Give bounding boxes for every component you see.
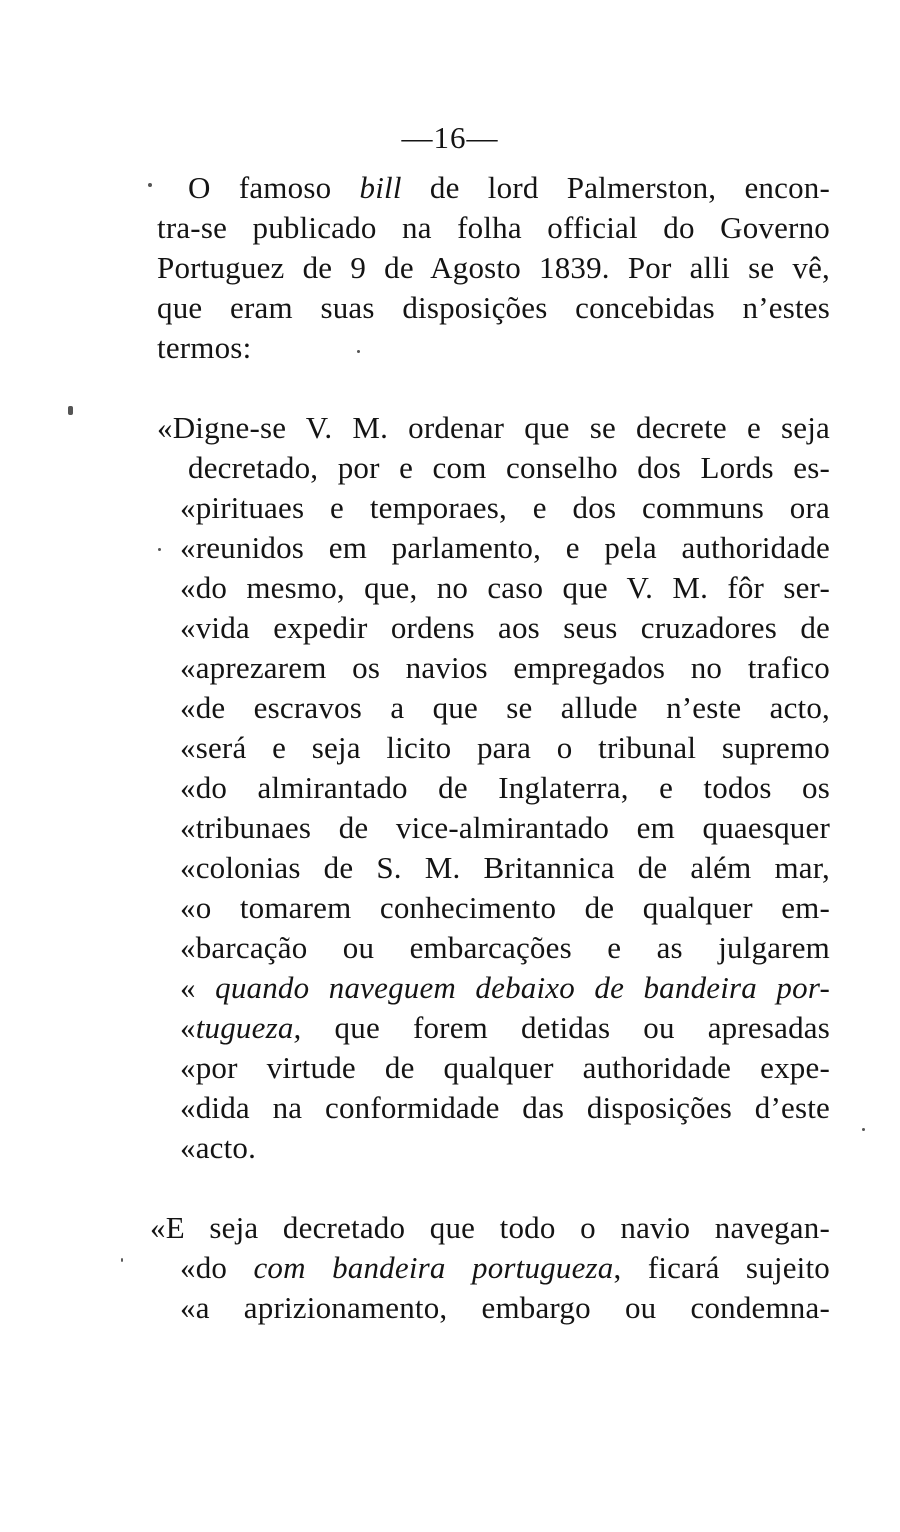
paragraph-1-line-1: O famoso bill de lord Palmerston, encon-	[188, 170, 830, 205]
paragraph-1-line-4: que eram suas disposições concebidas n’estes	[157, 290, 830, 325]
quote-1-line-14: «barcação ou embarcações e as julgarem	[180, 930, 830, 965]
scan-speck	[121, 1258, 123, 1262]
quote-1-line-13: «o tomarem conhecimento de qualquer em-	[180, 890, 830, 925]
quote-1-line-16: «tugueza, que forem detidas ou apresadas	[180, 1010, 830, 1045]
quote-1-line-4: «reunidos em parlamento, e pela authoridade	[180, 530, 830, 565]
page-number: —16—	[401, 120, 499, 155]
quote-1-line-3: «pirituaes e temporaes, e dos communs ora	[180, 490, 830, 525]
quote-1-line-15: « quando naveguem debaixo de bandeira por-	[180, 970, 830, 1005]
quote-2-line-1: «E seja decretado que todo o navio navegan-	[150, 1210, 830, 1245]
quote-2-line-3: «a aprizionamento, embargo ou condemna-	[180, 1290, 830, 1325]
scan-speck	[158, 548, 161, 551]
quote-1-line-1: «Digne-se V. M. ordenar que se decrete e seja	[157, 410, 830, 445]
scan-speck	[68, 406, 73, 415]
paragraph-1-line-5: termos:	[157, 330, 252, 365]
scan-speck	[357, 350, 360, 353]
quote-1-line-5: «do mesmo, que, no caso que V. M. fôr ser-	[180, 570, 830, 605]
quote-1-line-6: «vida expedir ordens aos seus cruzadores de	[180, 610, 830, 645]
paragraph-1-line-2: tra-se publicado na folha official do Governo	[157, 210, 830, 245]
quote-1-line-7: «aprezarem os navios empregados no trafico	[180, 650, 830, 685]
quote-1-line-2: decretado, por e com conselho dos Lords es-	[188, 450, 830, 485]
quote-1-line-17: «por virtude de qualquer authoridade expe-	[180, 1050, 830, 1085]
quote-1-line-18: «dida na conformidade das disposições d’este	[180, 1090, 830, 1125]
quote-1-line-11: «tribunaes de vice-almirantado em quaesquer	[180, 810, 830, 845]
scan-speck	[148, 183, 152, 187]
quote-1-line-8: «de escravos a que se allude n’este acto,	[180, 690, 830, 725]
scan-speck	[862, 1128, 865, 1131]
quote-1-line-9: «será e seja licito para o tribunal supremo	[180, 730, 830, 765]
quote-2-line-2: «do com bandeira portugueza, ficará sujeito	[180, 1250, 830, 1285]
quote-1-line-19: «acto.	[180, 1130, 257, 1165]
quote-1-line-10: «do almirantado de Inglaterra, e todos os	[180, 770, 830, 805]
paragraph-1-line-3: Portuguez de 9 de Agosto 1839. Por alli se vê,	[157, 250, 830, 285]
quote-1-line-12: «colonias de S. M. Britannica de além mar,	[180, 850, 830, 885]
